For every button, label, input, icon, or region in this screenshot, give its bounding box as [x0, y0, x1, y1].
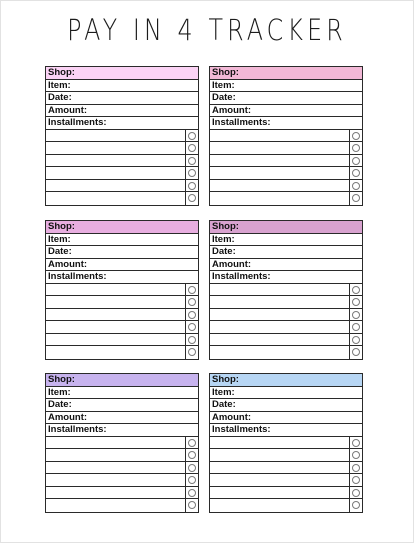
installment-row[interactable] [46, 192, 198, 205]
checkbox-cell[interactable] [349, 180, 362, 192]
circle-checkbox-icon[interactable] [188, 489, 196, 497]
amount-label: Amount: [48, 104, 88, 116]
tracker-card [209, 66, 363, 206]
date-field[interactable] [46, 92, 198, 105]
circle-checkbox-icon[interactable] [188, 323, 196, 331]
item-label: Item: [212, 233, 235, 245]
checkbox-cell[interactable] [185, 142, 198, 154]
item-label: Item: [48, 386, 71, 398]
installments-label: Installments: [48, 117, 107, 128]
installment-row[interactable] [210, 296, 362, 309]
shop-label: Shop: [212, 67, 239, 78]
installment-row[interactable] [210, 321, 362, 334]
installment-row[interactable] [210, 474, 362, 487]
installment-row[interactable] [46, 130, 198, 143]
shop-field[interactable] [210, 221, 362, 234]
installments-label: Installments: [48, 271, 107, 282]
date-label: Date: [212, 246, 236, 257]
checkbox-cell[interactable] [185, 474, 198, 486]
installment-lines [46, 437, 198, 513]
installment-row[interactable] [46, 499, 198, 512]
installment-lines [46, 284, 198, 360]
checkbox-cell[interactable] [349, 167, 362, 179]
amount-field[interactable] [46, 259, 198, 272]
checkbox-cell[interactable] [349, 296, 362, 308]
date-label: Date: [212, 92, 236, 103]
installments-field[interactable] [210, 424, 362, 437]
shop-field[interactable] [210, 67, 362, 80]
installment-row[interactable] [46, 155, 198, 168]
installments-field[interactable] [210, 117, 362, 130]
checkbox-cell[interactable] [349, 334, 362, 346]
amount-label: Amount: [212, 411, 252, 423]
amount-field[interactable] [210, 412, 362, 425]
checkbox-cell[interactable] [349, 499, 362, 512]
amount-field[interactable] [46, 105, 198, 118]
installment-row[interactable] [46, 309, 198, 322]
circle-checkbox-icon[interactable] [352, 323, 360, 331]
checkbox-cell[interactable] [349, 130, 362, 142]
installment-row[interactable] [46, 346, 198, 359]
circle-checkbox-icon[interactable] [352, 169, 360, 177]
shop-field[interactable] [46, 67, 198, 80]
circle-checkbox-icon[interactable] [352, 311, 360, 319]
item-label: Item: [212, 79, 235, 91]
installment-row[interactable] [46, 321, 198, 334]
checkbox-cell[interactable] [185, 167, 198, 179]
date-label: Date: [212, 399, 236, 410]
circle-checkbox-icon[interactable] [352, 286, 360, 294]
installment-lines [210, 130, 362, 206]
installment-row[interactable] [210, 309, 362, 322]
circle-checkbox-icon[interactable] [352, 348, 360, 356]
date-field[interactable] [210, 92, 362, 105]
circle-checkbox-icon[interactable] [188, 476, 196, 484]
circle-checkbox-icon[interactable] [188, 348, 196, 356]
checkbox-cell[interactable] [349, 437, 362, 449]
amount-label: Amount: [48, 411, 88, 423]
checkbox-cell[interactable] [349, 284, 362, 296]
amount-field[interactable] [210, 259, 362, 272]
item-field[interactable] [46, 80, 198, 93]
installment-row[interactable] [46, 180, 198, 193]
installments-field[interactable] [46, 271, 198, 284]
circle-checkbox-icon[interactable] [352, 336, 360, 344]
installment-row[interactable] [210, 142, 362, 155]
circle-checkbox-icon[interactable] [352, 501, 360, 509]
shop-label: Shop: [212, 221, 239, 232]
checkbox-cell[interactable] [349, 321, 362, 333]
checkbox-cell[interactable] [349, 474, 362, 486]
circle-checkbox-icon[interactable] [352, 144, 360, 152]
installment-row[interactable] [46, 334, 198, 347]
checkbox-cell[interactable] [349, 462, 362, 474]
checkbox-cell[interactable] [349, 346, 362, 359]
checkbox-cell[interactable] [185, 346, 198, 359]
checkbox-cell[interactable] [185, 180, 198, 192]
amount-label: Amount: [212, 104, 252, 116]
installments-label: Installments: [212, 424, 271, 435]
installments-field[interactable] [46, 117, 198, 130]
installment-row[interactable] [210, 334, 362, 347]
installment-lines [46, 130, 198, 206]
checkbox-cell[interactable] [185, 487, 198, 499]
circle-checkbox-icon[interactable] [188, 464, 196, 472]
installment-row[interactable] [46, 142, 198, 155]
date-label: Date: [48, 92, 72, 103]
installment-lines [210, 437, 362, 513]
date-field[interactable] [210, 399, 362, 412]
item-field[interactable] [210, 80, 362, 93]
installment-row[interactable] [210, 167, 362, 180]
tracker-card [45, 66, 199, 206]
item-label: Item: [212, 386, 235, 398]
circle-checkbox-icon[interactable] [352, 182, 360, 190]
installments-label: Installments: [212, 117, 271, 128]
circle-checkbox-icon[interactable] [188, 298, 196, 306]
circle-checkbox-icon[interactable] [352, 157, 360, 165]
item-field[interactable] [210, 234, 362, 247]
checkbox-cell[interactable] [185, 449, 198, 461]
checkbox-cell[interactable] [185, 334, 198, 346]
tracker-card [45, 220, 199, 360]
installment-row[interactable] [210, 155, 362, 168]
tracker-card [209, 220, 363, 360]
date-field[interactable] [46, 246, 198, 259]
amount-field[interactable] [46, 412, 198, 425]
circle-checkbox-icon[interactable] [188, 182, 196, 190]
checkbox-cell[interactable] [349, 449, 362, 461]
circle-checkbox-icon[interactable] [188, 144, 196, 152]
item-label: Item: [48, 233, 71, 245]
checkbox-cell[interactable] [185, 321, 198, 333]
installment-row[interactable] [46, 474, 198, 487]
checkbox-cell[interactable] [185, 296, 198, 308]
tracker-card [209, 373, 363, 513]
amount-label: Amount: [48, 258, 88, 270]
shop-field[interactable] [210, 374, 362, 387]
checkbox-cell[interactable] [185, 437, 198, 449]
installment-row[interactable] [210, 284, 362, 297]
checkbox-cell[interactable] [185, 309, 198, 321]
installment-row[interactable] [46, 296, 198, 309]
circle-checkbox-icon[interactable] [188, 286, 196, 294]
circle-checkbox-icon[interactable] [352, 489, 360, 497]
installment-row[interactable] [46, 167, 198, 180]
circle-checkbox-icon[interactable] [352, 476, 360, 484]
amount-label: Amount: [212, 258, 252, 270]
item-label: Item: [48, 79, 71, 91]
circle-checkbox-icon[interactable] [188, 439, 196, 447]
installment-row[interactable] [46, 462, 198, 475]
checkbox-cell[interactable] [349, 155, 362, 167]
circle-checkbox-icon[interactable] [352, 132, 360, 140]
date-field[interactable] [46, 399, 198, 412]
item-field[interactable] [46, 234, 198, 247]
checkbox-cell[interactable] [349, 192, 362, 205]
amount-field[interactable] [210, 105, 362, 118]
circle-checkbox-icon[interactable] [352, 439, 360, 447]
shop-label: Shop: [48, 221, 75, 232]
checkbox-cell[interactable] [185, 462, 198, 474]
circle-checkbox-icon[interactable] [188, 336, 196, 344]
checkbox-cell[interactable] [185, 155, 198, 167]
installment-lines [210, 284, 362, 360]
circle-checkbox-icon[interactable] [188, 311, 196, 319]
checkbox-cell[interactable] [185, 499, 198, 512]
circle-checkbox-icon[interactable] [352, 464, 360, 472]
circle-checkbox-icon[interactable] [188, 132, 196, 140]
date-field[interactable] [210, 246, 362, 259]
circle-checkbox-icon[interactable] [188, 169, 196, 177]
circle-checkbox-icon[interactable] [352, 298, 360, 306]
item-field[interactable] [46, 387, 198, 400]
shop-field[interactable] [46, 221, 198, 234]
circle-checkbox-icon[interactable] [352, 194, 360, 202]
circle-checkbox-icon[interactable] [188, 501, 196, 509]
circle-checkbox-icon[interactable] [188, 451, 196, 459]
installment-row[interactable] [210, 180, 362, 193]
installment-row[interactable] [46, 449, 198, 462]
installment-row[interactable] [210, 462, 362, 475]
date-label: Date: [48, 399, 72, 410]
checkbox-cell[interactable] [349, 487, 362, 499]
installment-row[interactable] [210, 487, 362, 500]
shop-field[interactable] [46, 374, 198, 387]
shop-label: Shop: [48, 67, 75, 78]
checkbox-cell[interactable] [349, 142, 362, 154]
circle-checkbox-icon[interactable] [352, 451, 360, 459]
installments-field[interactable] [210, 271, 362, 284]
installment-row[interactable] [210, 449, 362, 462]
circle-checkbox-icon[interactable] [188, 157, 196, 165]
installment-row[interactable] [210, 499, 362, 512]
checkbox-cell[interactable] [185, 192, 198, 205]
tracker-card [45, 373, 199, 513]
installments-label: Installments: [212, 271, 271, 282]
installment-row[interactable] [210, 192, 362, 205]
installment-row[interactable] [46, 487, 198, 500]
installment-row[interactable] [46, 284, 198, 297]
item-field[interactable] [210, 387, 362, 400]
date-label: Date: [48, 246, 72, 257]
installment-row[interactable] [210, 437, 362, 450]
installments-label: Installments: [48, 424, 107, 435]
checkbox-cell[interactable] [185, 284, 198, 296]
installment-row[interactable] [46, 437, 198, 450]
circle-checkbox-icon[interactable] [188, 194, 196, 202]
checkbox-cell[interactable] [185, 130, 198, 142]
installment-row[interactable] [210, 346, 362, 359]
shop-label: Shop: [48, 374, 75, 385]
page-title: PAY IN 4 TRACKER [67, 13, 347, 47]
installments-field[interactable] [46, 424, 198, 437]
checkbox-cell[interactable] [349, 309, 362, 321]
shop-label: Shop: [212, 374, 239, 385]
installment-row[interactable] [210, 130, 362, 143]
